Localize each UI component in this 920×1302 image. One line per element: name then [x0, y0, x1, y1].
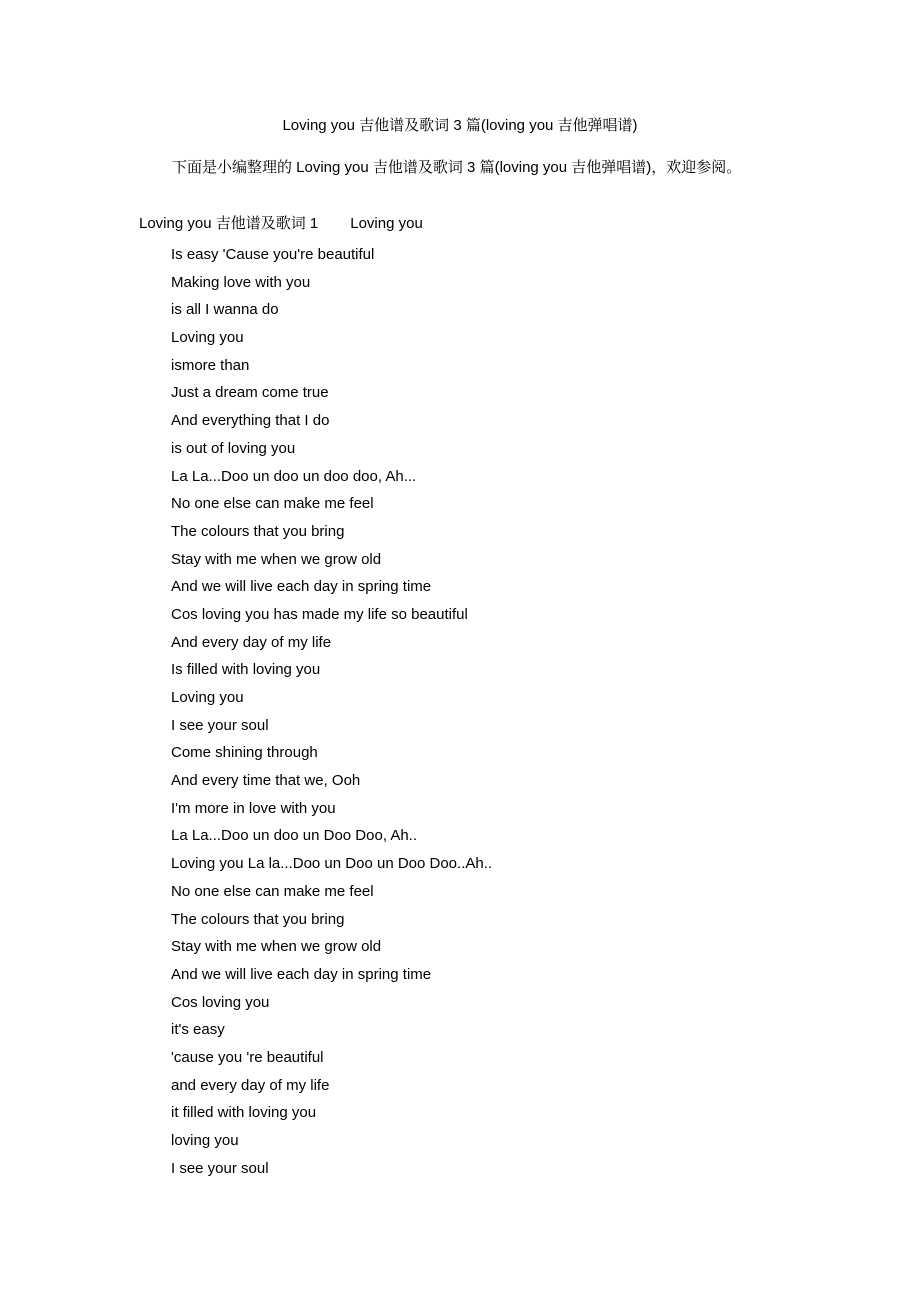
lyric-line: is out of loving you: [171, 439, 296, 457]
lyric-line: is all I wanna do: [171, 301, 279, 319]
lyric-line: Loving you La la...Doo un Doo un Doo Doo..Ah..: [171, 855, 493, 873]
lyric-line: Making love with you: [171, 273, 311, 291]
lyric-line: Cos loving you has made my life so beautiful: [171, 605, 468, 623]
lyric-line: ismore than: [171, 356, 250, 374]
lyric-line: it filled with loving you: [171, 1104, 317, 1122]
lyric-line: The colours that you bring: [171, 910, 345, 928]
lyric-line: Is filled with loving you: [171, 661, 321, 679]
lyric-line: Cos loving you: [171, 993, 270, 1011]
lyric-line: And we will live each day in spring time: [171, 965, 432, 983]
lyric-line: I see your soul: [171, 1159, 269, 1177]
lyric-line: No one else can make me feel: [171, 882, 374, 900]
lyric-line: and every day of my life: [171, 1076, 330, 1094]
lyric-line: The colours that you bring: [171, 522, 345, 540]
lyric-line: La La...Doo un doo un Doo Doo, Ah..: [171, 827, 418, 845]
lyric-line: La La...Doo un doo un doo doo, Ah...: [171, 467, 417, 485]
lyric-line: it's easy: [171, 1021, 225, 1039]
lyric-line: Just a dream come true: [171, 384, 329, 402]
lyrics-list: [171, 241, 492, 1182]
document-title: Loving you 吉他谱及歌词 3 篇(loving you 吉他弹唱谱): [282, 117, 638, 134]
lyric-line: Is easy 'Cause you're beautiful: [171, 246, 375, 263]
lyric-line: Stay with me when we grow old: [171, 938, 382, 956]
lyric-line: 'cause you 're beautiful: [171, 1048, 324, 1066]
lyric-line: I see your soul: [171, 716, 269, 734]
lyric-line: And every day of my life: [171, 633, 332, 651]
lyric-line: loving you: [171, 1132, 239, 1149]
lyric-line: I'm more in love with you: [171, 799, 336, 817]
intro-paragraph: 下面是小编整理的 Loving you 吉他谱及歌词 3 篇(loving you 吉他弹唱谱)，欢迎参阅。: [172, 159, 742, 176]
lyric-line: Stay with me when we grow old: [171, 550, 382, 568]
lyric-line: Loving you: [171, 329, 244, 347]
lyric-line: No one else can make me feel: [171, 495, 374, 513]
section-heading: Loving you 吉他谱及歌词 1: [139, 215, 319, 232]
lyric-line: And we will live each day in spring time: [171, 578, 432, 596]
lyric-first-line: Loving you: [350, 215, 423, 232]
section-heading-row: [139, 213, 423, 235]
lyric-line: Come shining through: [171, 744, 318, 762]
lyric-line: And everything that I do: [171, 412, 330, 430]
lyric-line: And every time that we, Ooh: [171, 772, 361, 790]
lyric-line: Loving you: [171, 689, 244, 706]
